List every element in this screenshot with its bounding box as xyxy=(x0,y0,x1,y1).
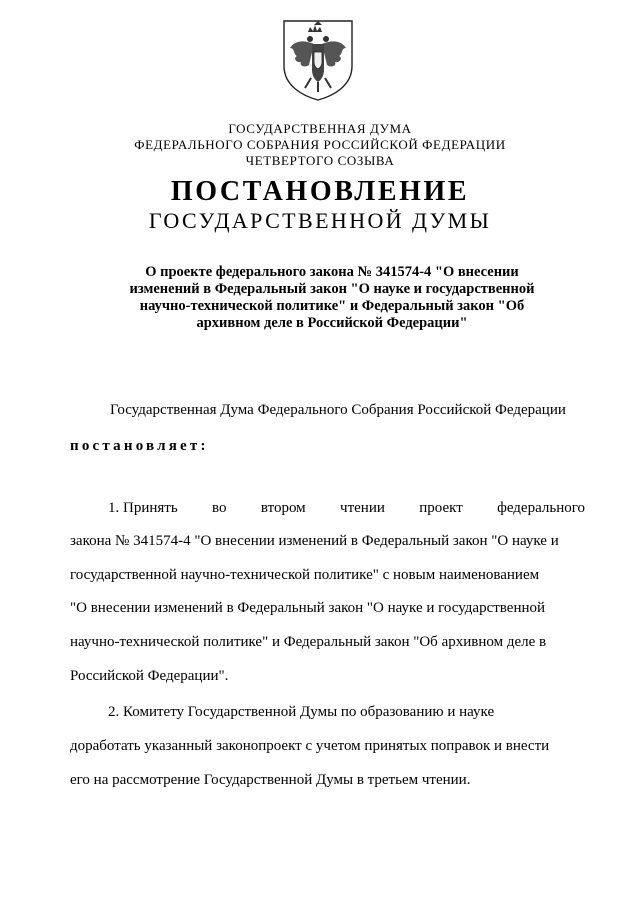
item2-line: 2. Комитету Государственной Думы по образованию и науке xyxy=(108,704,495,720)
item1-word: федерального xyxy=(497,500,585,516)
item1-word: втором xyxy=(260,500,306,516)
item1-line: закона № 341574-4 "О внесении изменений в Федеральный закон "О науке и xyxy=(70,533,559,549)
resolves-word: постановляет: xyxy=(70,438,209,454)
preamble-text: Государственная Дума Федерального Собрания Российской Федерации xyxy=(110,402,566,418)
header-line-federal-assembly: ФЕДЕРАЛЬНОГО СОБРАНИЯ РОССИЙСКОЙ ФЕДЕРАЦИИ xyxy=(134,137,506,152)
subject-line: изменений в Федеральный закон "О науке и государственной xyxy=(129,281,535,297)
russian-coat-of-arms-icon xyxy=(281,18,355,102)
item2-line: его на рассмотрение Государственной Думы в третьем чтении. xyxy=(70,772,471,788)
subject-line: научно-технической политике" и Федеральный закон "Об xyxy=(139,298,525,314)
item1-word: во xyxy=(212,500,227,516)
item2-line: доработать указанный законопроект с учетом принятых поправок и внести xyxy=(70,738,550,754)
item1-line: "О внесении изменений в Федеральный закон "О науке и государственной xyxy=(70,600,546,616)
document-issuer: ГОСУДАРСТВЕННОЙ ДУМЫ xyxy=(148,208,492,233)
header-line-convocation: ЧЕТВЕРТОГО СОЗЫВА xyxy=(245,153,395,168)
item1-line: государственной научно-технической политике" с новым наименованием xyxy=(70,567,540,583)
item1-line: научно-технической политике" и Федеральный закон "Об архивном деле в xyxy=(70,634,547,650)
document-subject xyxy=(110,264,554,332)
item1-line: Российской Федерации". xyxy=(70,668,229,684)
header-line-duma: ГОСУДАРСТВЕННАЯ ДУМА xyxy=(228,121,412,136)
item1-word: проект xyxy=(419,500,463,516)
document-type-title: ПОСТАНОВЛЕНИЕ xyxy=(170,176,470,207)
item1-first-line xyxy=(70,500,585,517)
item1-word: 1. Принять xyxy=(108,500,178,516)
item1-word: чтении xyxy=(340,500,385,516)
subject-line: О проекте федерального закона № 341574-4 "О внесении xyxy=(145,264,519,280)
subject-line: архивном деле в Российской Федерации" xyxy=(196,315,468,331)
